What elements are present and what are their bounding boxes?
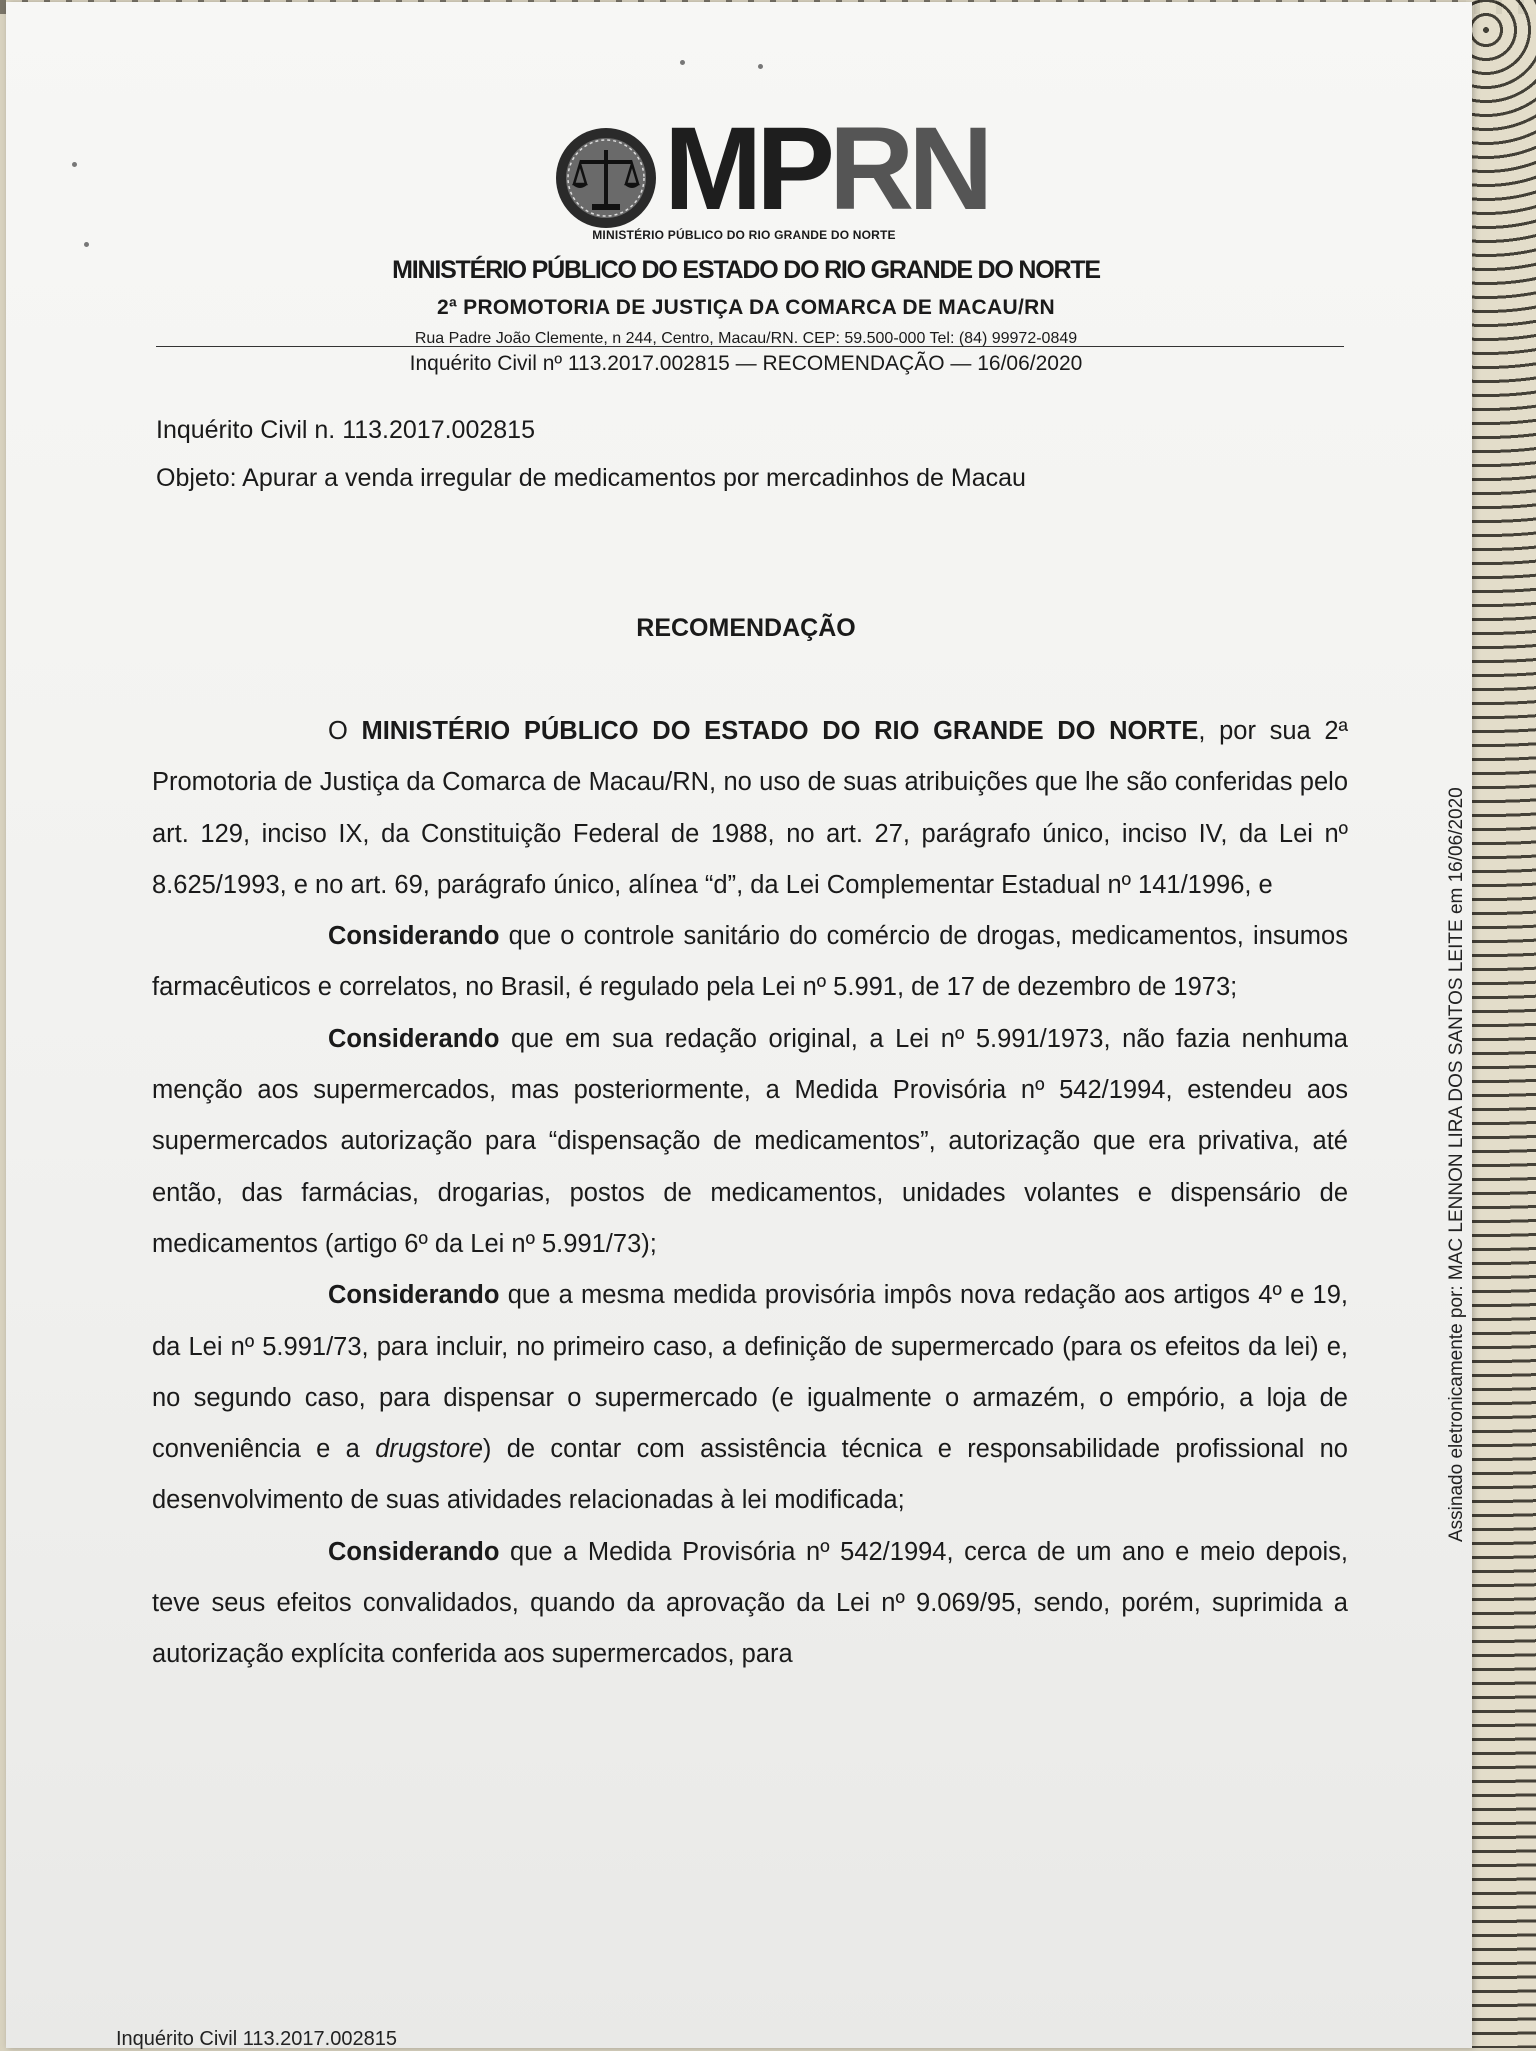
document-body [152,706,1348,1681]
document-page [6,2,1472,2048]
paragraph-preamble: O MINISTÉRIO PÚBLICO DO ESTADO DO RIO GRANDE DO NORTE, por sua 2ª Promotoria de Justiça da Comarca de Macau/RN, no uso de suas atribuições que lhe são conferidas pelo art. 129, inciso IX, da Constituição Federal de 1988, no art. 27, parágrafo único, inciso IV, da Lei nº 8.625/1993, e no art. 69, parágrafo único, alínea “d”, da Lei Complementar Estadual nº 141/1996, e [152,717,1348,899]
header-reference: Inquérito Civil nº 113.2017.002815 — RECOMENDAÇÃO — 16/06/2020 [409,352,1083,375]
paragraph-considerando-2: Considerando que em sua redação original, a Lei nº 5.991/1973, não fazia nenhuma menção aos supermercados, mas posteriormente, a Medida Provisória nº 542/1994, estendeu aos supermercados autorização para “dispensação de medicamentos”, autorização que era privativa, até então, das farmácias, drogarias, postos de medicamentos, unidades volantes e dispensário de medicamentos (artigo 6º da Lei nº 5.991/73); [152,1024,1348,1258]
document-title: RECOMENDAÇÃO [636,614,856,642]
paragraph-considerando-3: Considerando que a mesma medida provisória impôs nova redação aos artigos 4º e 19, da Lei nº 5.991/73, para incluir, no primeiro caso, a definição de supermercado (para os efeitos da lei) e, no segundo caso, para dispensar o supermercado (e igualmente o armazém, o empório, a loja de conveniência e a drugstore) de contar com assistência técnica e responsabilidade profissional no desenvolvimento de suas atividades relacionadas à lei modificada; [152,1281,1348,1515]
paragraph-considerando-4: Considerando que a Medida Provisória nº 542/1994, cerca de um ano e meio depois, teve seus efeitos convalidados, quando da aprovação da Lei nº 9.069/95, sendo, porém, suprimida a autorização explícita conferida aos supermercados, para [152,1537,1348,1669]
page-footer: Inquérito Civil 113.2017.002815 [116,2028,397,2050]
mprn-logo [554,103,988,248]
justice-scale-seal-icon [554,126,658,230]
electronic-signature-stamp: Assinado eletronicamente por: MAC LENNON LIRA DOS SANTOS LEITE em 16/06/2020 [1446,787,1467,1542]
paragraph-considerando-1: Considerando que o controle sanitário do comércio de drogas, medicamentos, insumos farmacêuticos e correlatos, no Brasil, é regulado pela Lei nº 5.991, de 17 de dezembro de 1973; [152,922,1348,1002]
header-office: 2ª PROMOTORIA DE JUSTIÇA DA COMARCA DE MACAU/RN [436,296,1056,319]
header-institution: MINISTÉRIO PÚBLICO DO ESTADO DO RIO GRANDE DO NORTE [392,256,1100,284]
header-divider [156,346,1344,347]
header-address: Rua Padre João Clemente, n 244, Centro, Macau/RN. CEP: 59.500-000 Tel: (84) 99972-0849 [414,330,1078,347]
logo-wordmark: MPRN [664,103,988,235]
inquiry-object: Objeto: Apurar a venda irregular de medicamentos por mercadinhos de Macau [156,464,1026,492]
inquiry-number: Inquérito Civil n. 113.2017.002815 [156,416,535,444]
logo-subtitle: MINISTÉRIO PÚBLICO DO RIO GRANDE DO NORTE [592,228,896,242]
